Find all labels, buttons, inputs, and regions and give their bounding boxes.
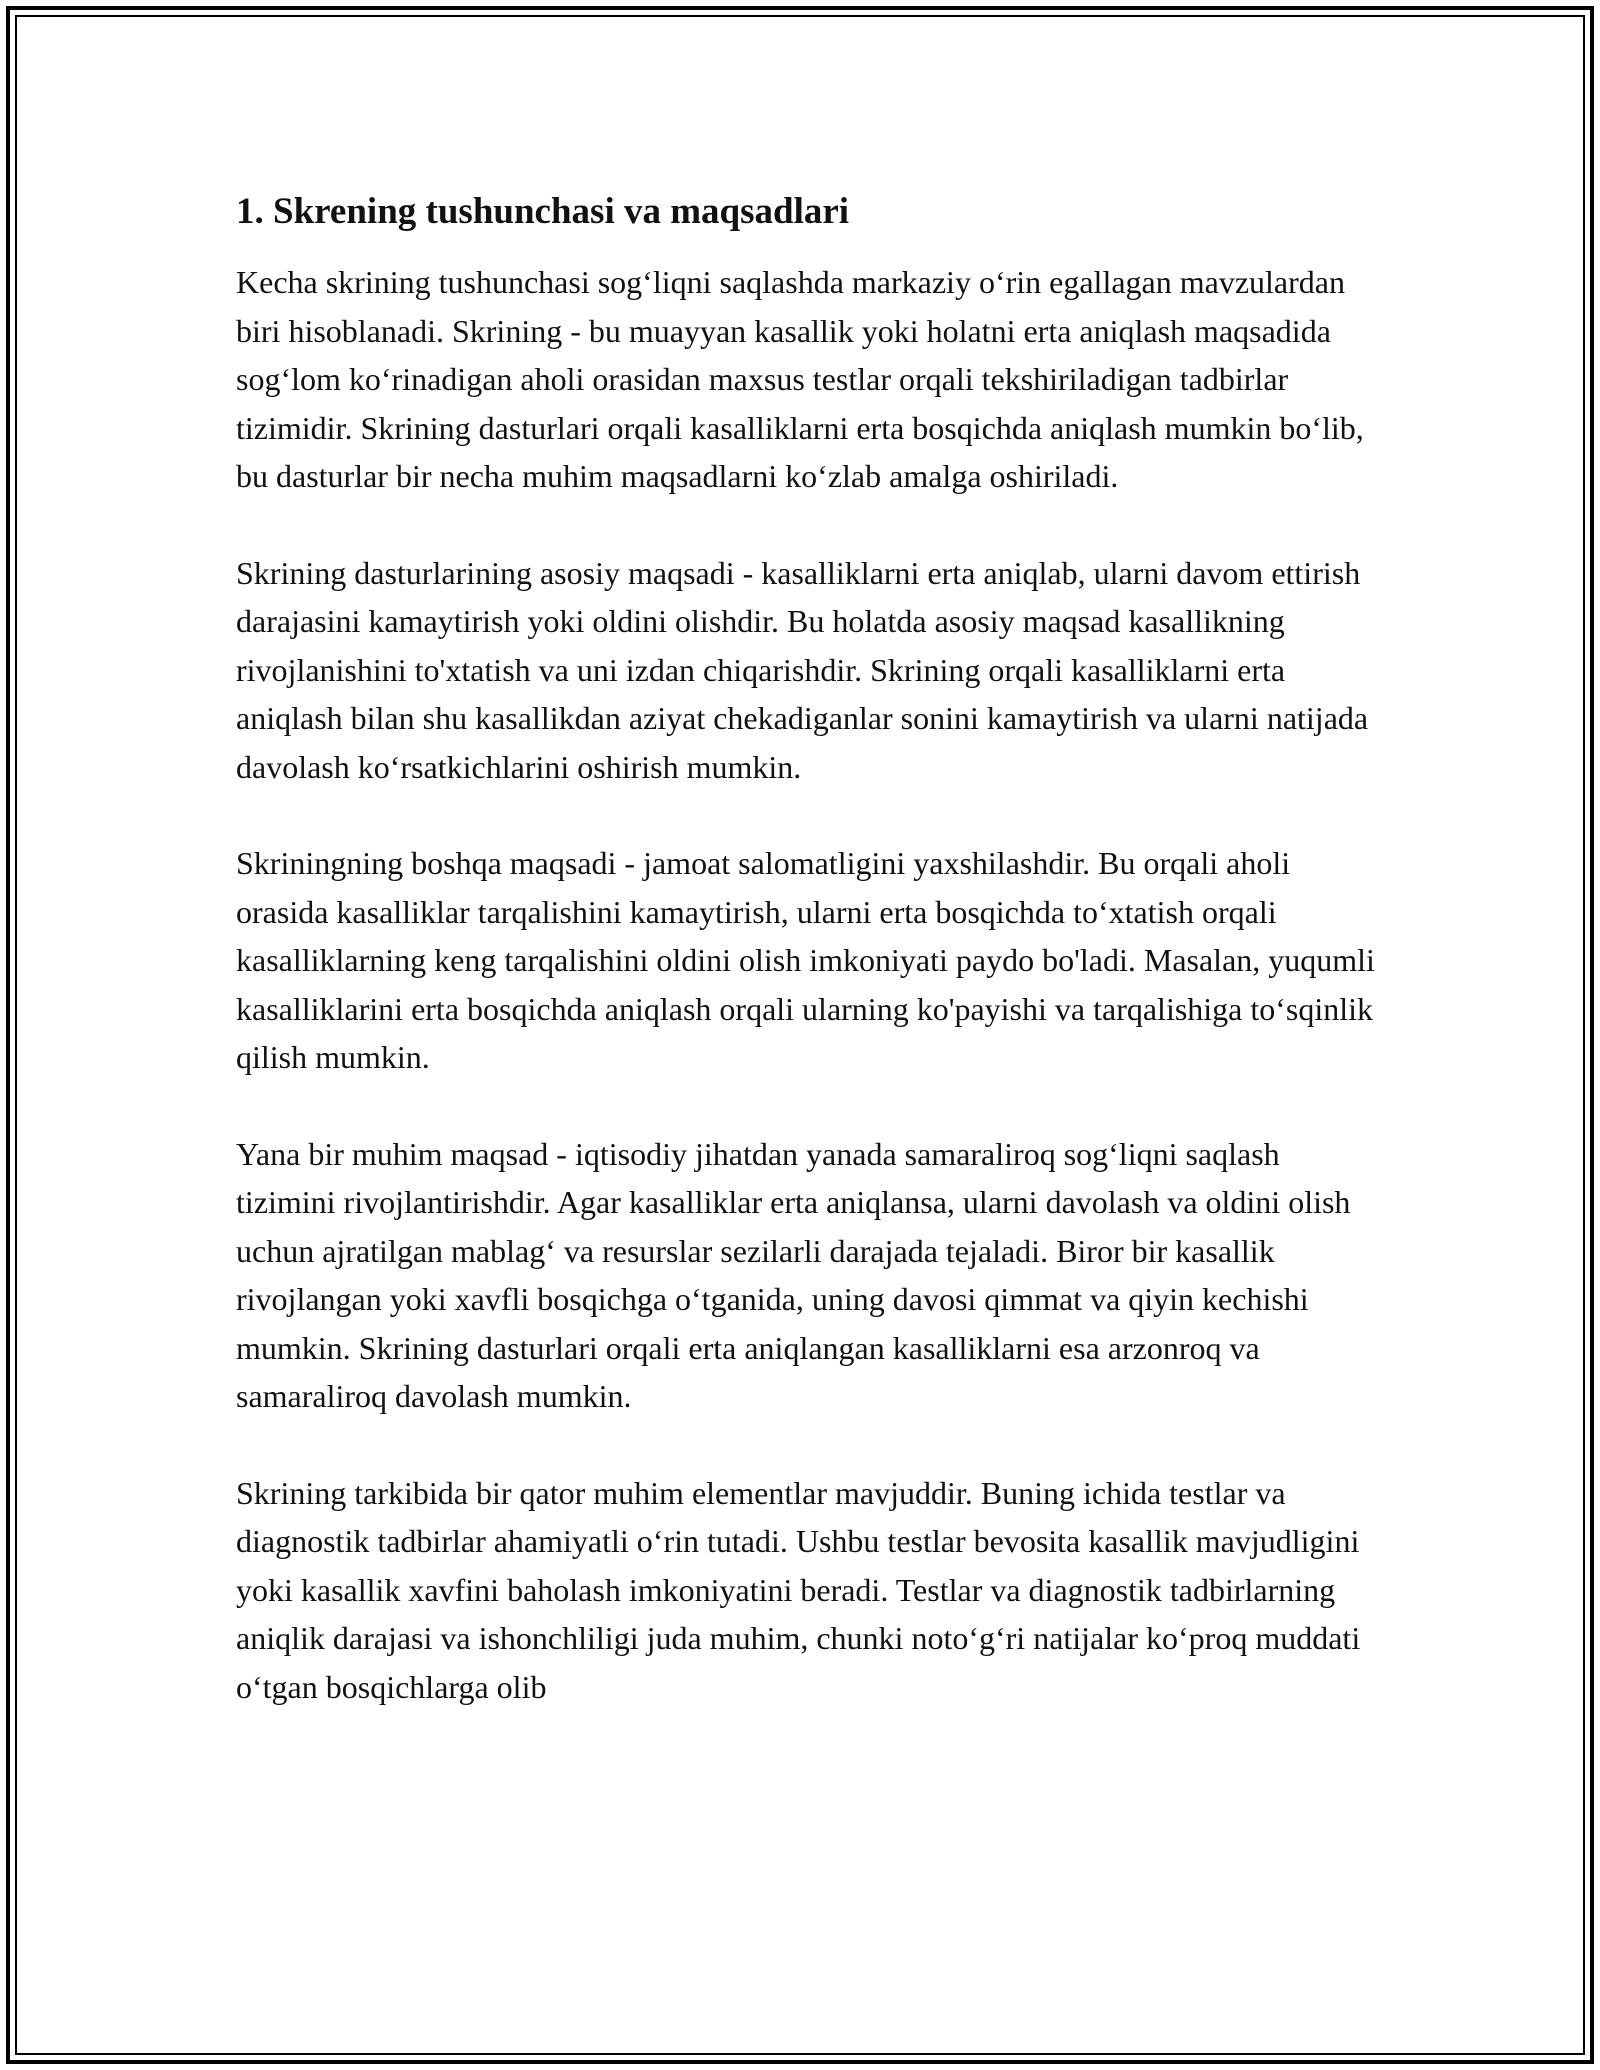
- paragraph-2: Skrining dasturlarining asosiy maqsadi - kasalliklarni erta aniqlab, ularni davom ettirish darajasini kamaytirish yoki oldini olishdir. Bu holatda asosiy maqsad kasallikning rivojlanishini to'xtatish va uni izdan chiqarishdir. Skrining orqali kasalliklarni erta aniqlash bilan shu kasallikdan aziyat chekadiganlar sonini kamaytirish va ularni natijada davolash ko‘rsatkichlarini oshirish mumkin.: [236, 554, 1369, 785]
- paragraph-5: Skrining tarkibida bir qator muhim elementlar mavjuddir. Buning ichida testlar va diagnostik tadbirlar ahamiyatli o‘rin tutadi. Ushbu testlar bevosita kasallik mavjudligini yoki kasallik xavfini baholash imkoniyatini beradi. Testlar va diagnostik tadbirlarning aniqlik darajasi va ishonchliligi juda muhim, chunki noto‘g‘ri natijalar ko‘proq muddati o‘tgan bosqichlarga olib: [236, 1474, 1361, 1705]
- paragraph-3: Skriningning boshqa maqsadi - jamoat salomatligini yaxshilashdir. Bu orqali aholi orasida kasalliklar tarqalishini kamaytirish, ularni erta bosqichda to‘xtatish orqali kasalliklarning keng tarqalishini oldini olish imkoniyati paydo bo'ladi. Masalan, yuqumli kasalliklarini erta bosqichda aniqlash orqali ularning ko'payishi va tarqalishiga to‘sqinlik qilish mumkin.: [236, 845, 1375, 1075]
- document-body: [236, 186, 1386, 1759]
- paragraph-4: Yana bir muhim maqsad - iqtisodiy jihatdan yanada samaraliroq sog‘liqni saqlash tizimini rivojlantirishdir. Agar kasalliklar erta aniqlansa, ularni davolash va oldini olish uchun ajratilgan mablag‘ va resurslar sezilarli darajada tejaladi. Biror bir kasallik rivojlangan yoki xavfli bosqichga o‘tganida, uning davosi qimmat va qiyin kechishi mumkin. Skrining dasturlari orqali erta aniqlangan kasalliklarni esa arzonroq va samaraliroq davolash mumkin.: [236, 1135, 1351, 1414]
- section-heading: 1. Skrening tushunchasi va maqsadlari: [236, 191, 850, 232]
- paragraph-1: Kecha skrining tushunchasi sog‘liqni saqlashda markaziy o‘rin egallagan mavzulardan biri hisoblanadi. Skrining - bu muayyan kasallik yoki holatni erta aniqlash maqsadida sog‘lom ko‘rinadigan aholi orasidan maxsus testlar orqali tekshiriladigan tadbirlar tizimidir. Skrining dasturlari orqali kasalliklarni erta bosqichda aniqlash mumkin bo‘lib, bu dasturlar bir necha muhim maqsadlarni ko‘zlab amalga oshiriladi.: [236, 264, 1364, 494]
